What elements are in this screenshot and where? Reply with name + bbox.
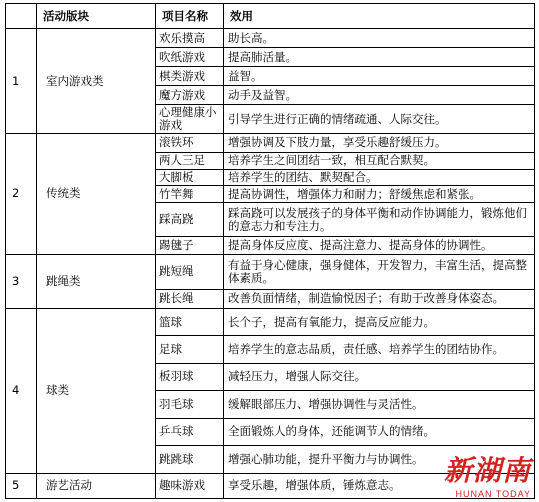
table-row xyxy=(6,29,535,48)
project-name: 心理健康小游戏 xyxy=(156,105,224,133)
project-effect: 益智。 xyxy=(224,67,535,86)
project-name: 篮球 xyxy=(156,308,224,335)
project-effect: 提高肺活量。 xyxy=(224,48,535,67)
project-name: 羽毛球 xyxy=(156,391,224,418)
group-category: 球类 xyxy=(37,308,156,473)
project-name: 踩高跷 xyxy=(156,203,224,237)
project-name: 滚铁环 xyxy=(156,133,224,152)
project-name: 足球 xyxy=(156,336,224,363)
project-name: 棋类游戏 xyxy=(156,67,224,86)
header-category: 活动版块 xyxy=(37,4,156,29)
project-effect: 缓解眼部压力、增强协调性与灵活性。 xyxy=(224,391,535,418)
group-number: 4 xyxy=(6,308,37,473)
project-effect: 增强心肺功能，提升平衡力与协调性。 xyxy=(224,446,535,473)
logo-chinese: 新湖南 xyxy=(443,454,531,487)
project-effect: 踩高跷可以发展孩子的身体平衡和动作协调能力，锻炼他们的意志力和专注力。 xyxy=(224,203,535,237)
group-number: 5 xyxy=(6,473,37,499)
project-effect: 助长高。 xyxy=(224,29,535,48)
project-effect: 长个子，提高有氧能力，提高反应能力。 xyxy=(224,308,535,335)
project-effect: 增强协调及下肢力量，享受乐趣舒缓压力。 xyxy=(224,133,535,152)
activity-table xyxy=(5,3,535,499)
project-effect: 提高协调性，增强体力和耐力；舒缓焦虑和紧张。 xyxy=(224,186,535,203)
group-number: 3 xyxy=(6,255,37,309)
project-effect: 有益于身心健康，强身健体，开发智力，丰富生活，提高整体素质。 xyxy=(224,255,535,290)
table-row xyxy=(6,133,535,152)
project-effect: 全面锻炼人的身体，还能调节人的情绪。 xyxy=(224,418,535,445)
project-effect: 提高身体反应度、提高注意力、提高身体的协调性。 xyxy=(224,237,535,255)
project-name: 竹竿舞 xyxy=(156,186,224,203)
group-category: 跳绳类 xyxy=(37,255,156,309)
project-effect: 引导学生进行正确的情绪疏通、人际交往。 xyxy=(224,105,535,133)
project-effect: 动手及益智。 xyxy=(224,86,535,105)
project-name: 跳跳球 xyxy=(156,446,224,473)
project-name: 板羽球 xyxy=(156,363,224,390)
project-name: 大脚板 xyxy=(156,169,224,186)
group-category: 室内游戏类 xyxy=(37,29,156,133)
project-name: 跳短绳 xyxy=(156,255,224,290)
project-name: 跳长绳 xyxy=(156,289,224,308)
table-row xyxy=(6,473,535,499)
project-effect: 享受乐趣，增强体质，锤炼意志。 xyxy=(224,473,535,499)
group-number: 1 xyxy=(6,29,37,133)
group-category: 传统类 xyxy=(37,133,156,254)
project-name: 吹纸游戏 xyxy=(156,48,224,67)
project-effect: 培养学生的意志品质，责任感、培养学生的团结协作。 xyxy=(224,336,535,363)
project-name: 踢毽子 xyxy=(156,237,224,255)
project-effect: 减轻压力，增强人际交往。 xyxy=(224,363,535,390)
table-row xyxy=(6,255,535,290)
group-number: 2 xyxy=(6,133,37,254)
header-row xyxy=(6,4,535,29)
project-effect: 培养学生的团结、默契配合。 xyxy=(224,169,535,186)
logo-english: HUNAN TODAY xyxy=(455,489,531,499)
project-name: 乒乓球 xyxy=(156,418,224,445)
table-row xyxy=(6,308,535,335)
project-effect: 培养学生之间团结一致，相互配合默契。 xyxy=(224,152,535,169)
project-name: 欢乐摸高 xyxy=(156,29,224,48)
group-category: 游艺活动 xyxy=(37,473,156,499)
header-effect: 效用 xyxy=(224,4,535,29)
header-project: 项目名称 xyxy=(156,4,224,29)
project-name: 两人三足 xyxy=(156,152,224,169)
header-num xyxy=(6,4,37,29)
project-effect: 改善负面情绪，制造愉悦因子；有助于改善身体姿态。 xyxy=(224,289,535,308)
project-name: 魔方游戏 xyxy=(156,86,224,105)
project-name: 趣味游戏 xyxy=(156,473,224,499)
